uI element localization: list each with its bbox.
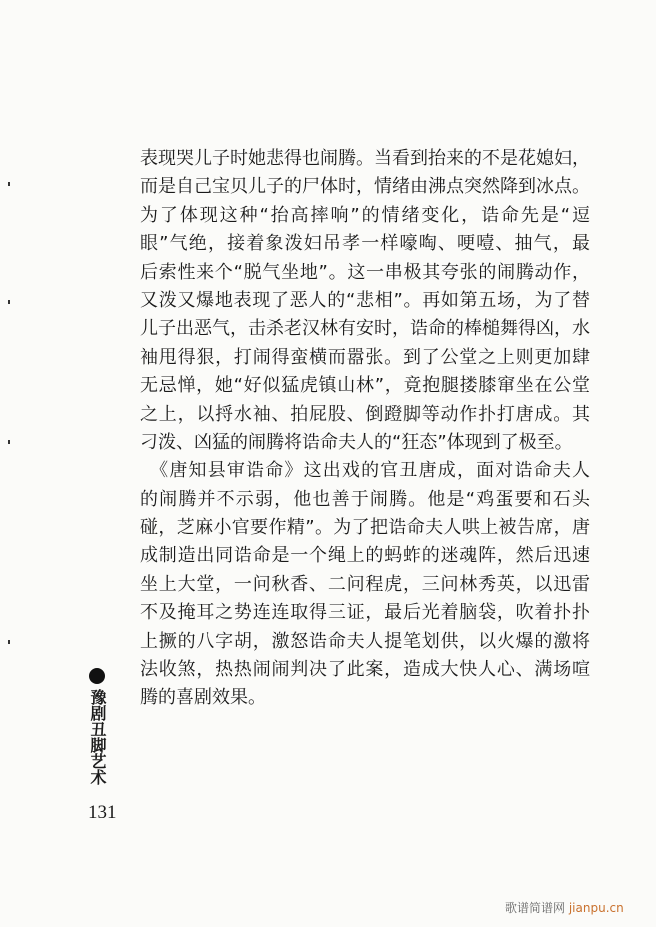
text-line: 碰，芝麻小官要作精”。为了把诰命夫人哄上被告席，唐 (140, 517, 590, 539)
text-line: 眼”气绝，接着象泼妇吊孝一样嚎啕、哽噎、抽气，最 (140, 233, 590, 255)
text-line: 刁泼、凶猛的闹腾将诰命夫人的“狂态”体现到了极至。 (140, 431, 573, 453)
text-line: 成制造出同诰命是一个绳上的蚂蚱的迷魂阵，然后迅速 (140, 545, 590, 567)
watermark-url: jianpu.cn (568, 901, 624, 915)
text-line: 《唐知县审诰命》这出戏的官丑唐成，面对诰命夫人 (140, 460, 590, 482)
watermark (505, 899, 624, 916)
body-text (140, 145, 590, 713)
running-title-text: 豫剧丑脚艺术 (88, 689, 107, 785)
page-number: 131 (88, 802, 117, 823)
text-line: 坐上大堂，一问秋香、二问程虎，三问林秀英，以迅雷 (140, 573, 590, 595)
scan-speck (8, 440, 10, 444)
text-line: 无忌惮，她“好似猛虎镇山林”，竟抱腿搂膝窜坐在公堂 (140, 375, 590, 397)
text-line: 后索性来个“脱气坐地”。这一串极其夸张的闹腾动作， (140, 261, 590, 283)
text-line: 表现哭儿子时她悲得也闹腾。当看到抬来的不是花媳妇， (140, 148, 590, 169)
text-line: 法收煞，热热闹闹判决了此案，造成大快人心、满场喧 (140, 659, 590, 681)
text-line: 不及掩耳之势连连取得三证，最后光着脑袋，吹着扑扑 (140, 602, 590, 624)
scan-speck (8, 300, 10, 304)
bullet-dot-icon (89, 668, 105, 684)
scan-speck (8, 640, 10, 644)
text-line: 的闹腾并不示弱，他也善于闹腾。他是“鸡蛋要和石头 (140, 488, 590, 510)
text-line: 上撅的八字胡，激怒诰命夫人提笔划供，以火爆的激将 (140, 630, 590, 652)
text-line: 腾的喜剧效果。 (140, 687, 266, 709)
text-line: 儿子出恶气，击杀老汉林有安时，诰命的棒槌舞得凶，水 (140, 318, 590, 340)
text-line: 袖甩得狠，打闹得蛮横而嚣张。到了公堂之上则更加肆 (140, 346, 590, 368)
text-line: 又泼又爆地表现了恶人的“悲相”。再如第五场，为了替 (140, 289, 590, 311)
scan-speck (8, 182, 10, 186)
running-title (84, 668, 110, 790)
text-line: 而是自己宝贝儿子的尸体时，情绪由沸点突然降到冰点。 (140, 176, 590, 198)
watermark-cn: 歌谱简谱网 (505, 901, 566, 915)
text-line: 之上，以捋水袖、拍屁股、倒蹬脚等动作扑打唐成。其 (140, 403, 590, 425)
text-line: 为了体现这种“抬高摔响”的情绪变化，诰命先是“逗 (140, 204, 590, 226)
